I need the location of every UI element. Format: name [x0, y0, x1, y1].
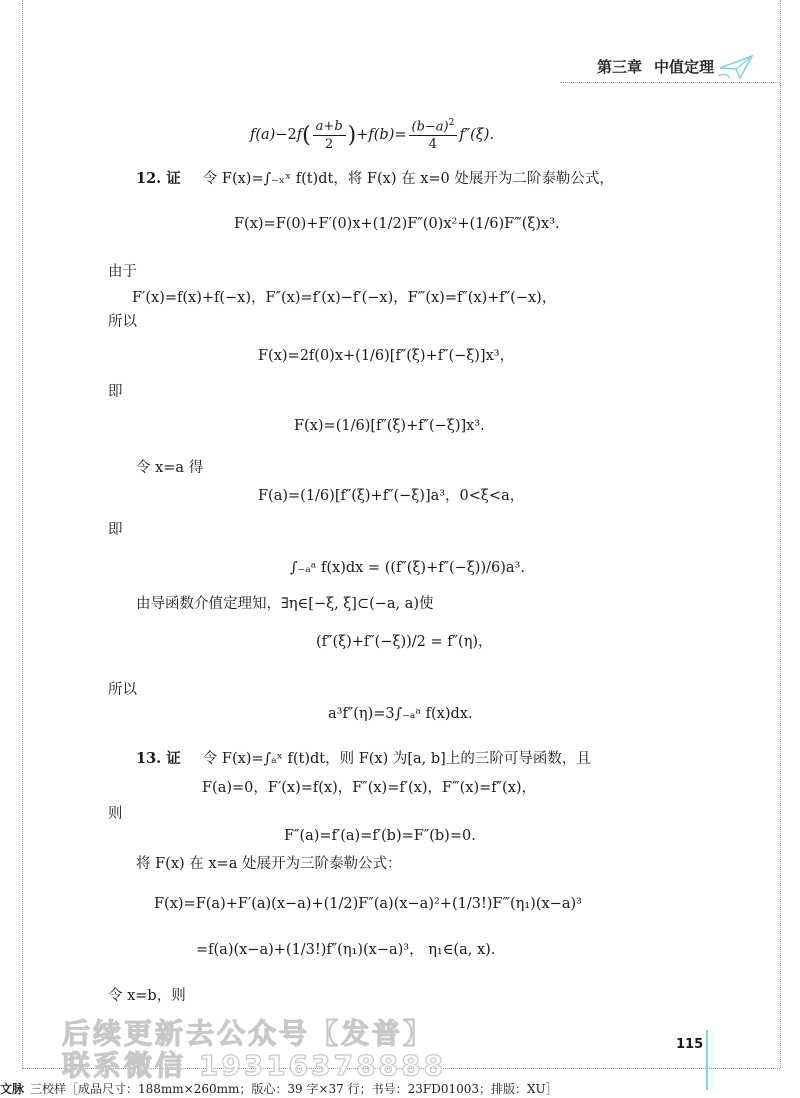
page-accent-bar: [706, 1030, 708, 1090]
text-suoyi-1: 所以: [108, 314, 137, 330]
header-rule: [560, 82, 780, 83]
text-youyu: 由于: [108, 264, 137, 280]
watermark-line-1: 后续更新去公众号【发普】: [62, 1017, 435, 1050]
eq-12e: ∫₋ₐᵃ f(x)dx = ((f″(ξ)+f″(−ξ))/6)a³.: [290, 560, 525, 576]
eq-13a: F″(a)=f′(a)=f′(b)=F″(b)=0.: [284, 828, 476, 844]
running-header: [585, 56, 714, 77]
page-border-right: [780, 0, 781, 1068]
text-suoyi-2: 所以: [108, 682, 137, 698]
paper-plane-icon: [716, 52, 756, 82]
print-footer: [0, 1080, 558, 1097]
eq-13b: F(x)=F(a)+F′(a)(x−a)+(1/2)F″(a)(x−a)²+(1/3!)F‴(η₁)(x−a)³: [154, 896, 582, 912]
eq-12b: F(x)=2f(0)x+(1/6)[f″(ξ)+f″(−ξ)]x³，: [258, 348, 515, 364]
problem-12-intro: 12. 证 令 F(x)=∫₋ₓˣ f(t)dt，将 F(x) 在 x=0 处展开为二阶泰勒公式，: [136, 170, 614, 187]
eq-13c: =f(a)(x−a)+(1/3!)f″(η₁)(x−a)³， η₁∈(a, x).: [196, 942, 496, 958]
page-border-left: [22, 0, 23, 1068]
problem-13-label: 13. 证: [136, 750, 181, 767]
derivatives-line: F′(x)=f(x)+f(−x)，F″(x)=f′(x)−f′(−x)，F‴(x)=f″(x)+f″(−x)，: [132, 290, 557, 306]
eq-12d: F(a)=(1/6)[f″(ξ)+f″(−ξ)]a³，0<ξ<a，: [258, 488, 525, 504]
eq-12f: (f″(ξ)+f″(−ξ))/2 = f″(η)，: [316, 634, 493, 650]
eq-12a: F(x)=F(0)+F′(0)x+(1/2)F″(0)x²+(1/6)F‴(ξ)x³.: [234, 216, 560, 232]
eq-12g: a³f″(η)=3∫₋ₐᵃ f(x)dx.: [328, 706, 473, 722]
text-ji-2: 即: [108, 522, 123, 538]
chapter-number: 第三章: [596, 58, 642, 76]
eq-top: f(a) −2 f ( $\frac{a+b}{2}$ ) + f(b) = $\frac{(b-a)^2}{4}$ f″(ξ).: [250, 118, 495, 153]
footer-brand: 文脉: [0, 1082, 25, 1096]
chapter-title: 中值定理: [653, 58, 714, 76]
eq-12c: F(x)=(1/6)[f″(ξ)+f″(−ξ)]x³.: [294, 418, 485, 434]
last-line: 令 x=b，则: [108, 988, 186, 1004]
expand-statement: 将 F(x) 在 x=a 处展开为三阶泰勒公式：: [136, 856, 402, 872]
problem-13-intro: 13. 证 令 F(x)=∫ₐˣ f(t)dt，则 F(x) 为[a, b]上的三阶可导函数，且: [136, 750, 591, 767]
footer-info: 三校样［成品尺寸：188mm×260mm；版心：39 字×37 行；书号：23FD01003；排版：XU］: [30, 1082, 558, 1096]
problem-13-conditions: F(a)=0，F′(x)=f(x)，F″(x)=f′(x)，F‴(x)=f″(x)，: [202, 780, 537, 796]
problem-12-label: 12. 证: [136, 170, 181, 187]
page-number: 115: [676, 1037, 704, 1052]
text-ze: 则: [108, 806, 123, 822]
watermark-line-2: 联系微信 19316378888: [62, 1049, 447, 1082]
mvt-statement: 由导函数介值定理知，∃η∈[−ξ, ξ]⊂(−a, a)使: [136, 596, 434, 612]
text-ji-1: 即: [108, 384, 123, 400]
text-ling-x-a: 令 x=a 得: [136, 460, 204, 476]
